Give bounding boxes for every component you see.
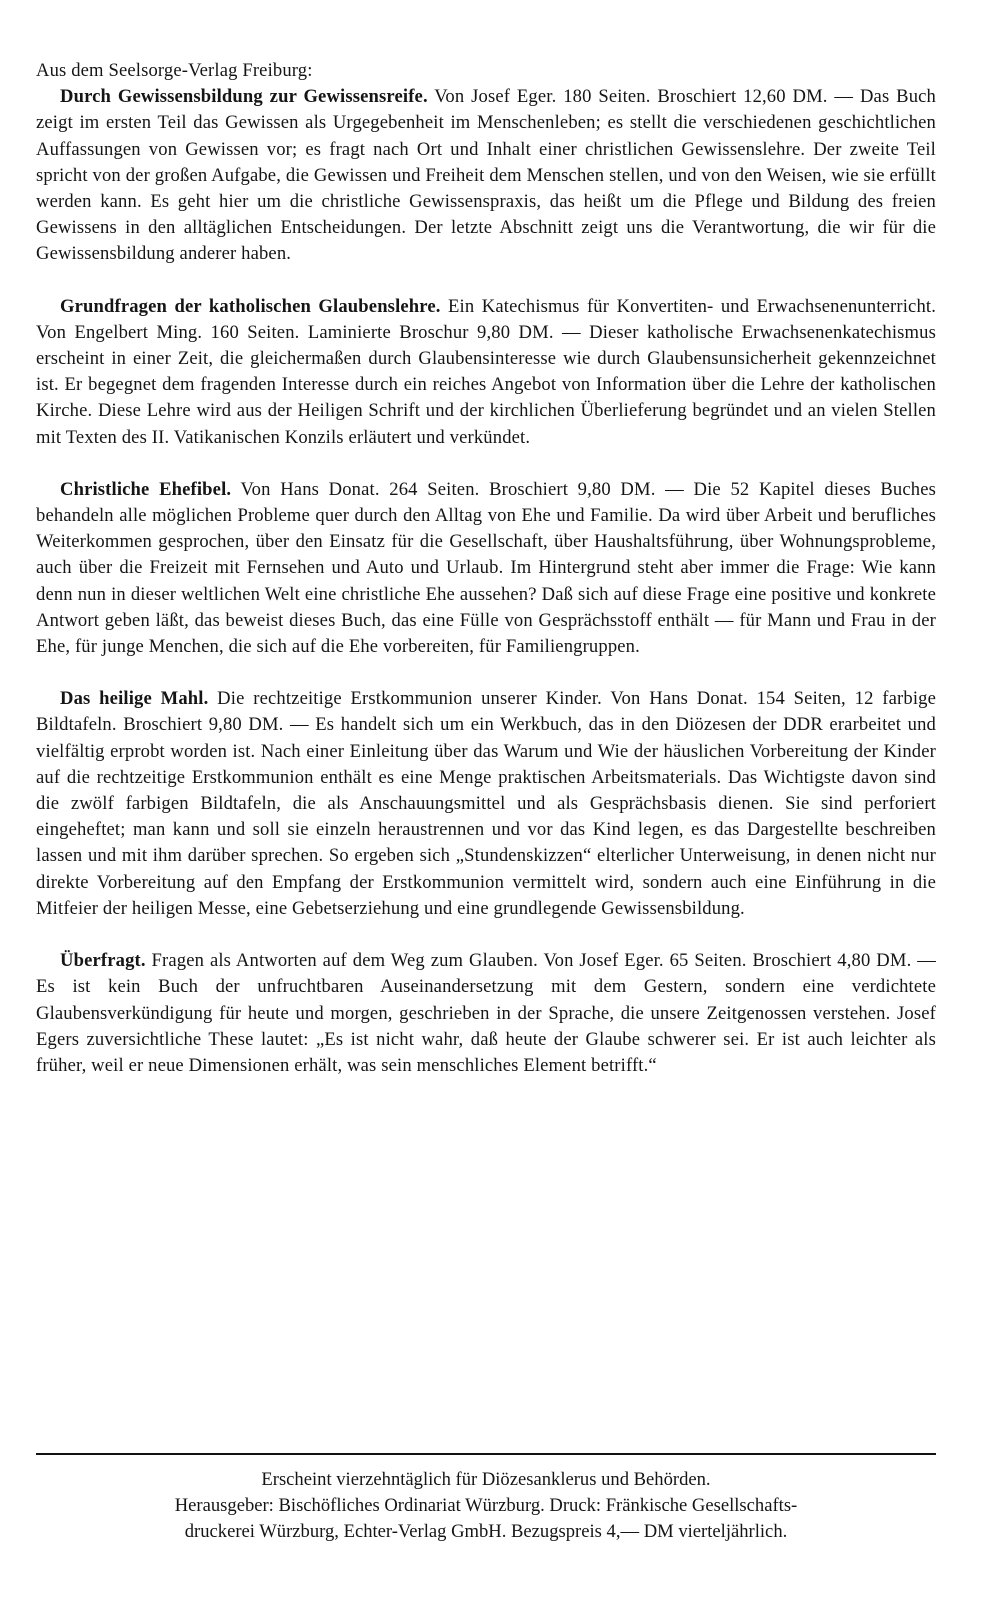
book-title: Christliche Ehefibel.: [60, 478, 232, 500]
footer-line: Herausgeber: Bischöfliches Ordinariat Würzburg. Druck: Fränkische Gesellschafts-: [174, 1495, 798, 1517]
footer-line: druckerei Würzburg, Echter-Verlag GmbH. Bezugspreis 4,— DM vierteljährlich.: [184, 1521, 788, 1543]
book-description: Von Josef Eger. 180 Seiten. Broschiert 12,60 DM. — Das Buch zeigt im ersten Teil das Gewissen als Urgegebenheit im Menschenleben; es stellt die verschiedenen geschichtlichen Auffassungen von Gewissen vor; es fragt nach Ort und Inhalt einer christlichen Gewissenslehre. Der zweite Teil spricht von der großen Aufgabe, die Gewissen und Freiheit dem Menschen stellen, und von den Weisen, wie sie erfüllt werden kann. Es geht hier um die christliche Gewissenspraxis, das heißt um die Pflege und Bildung des freien Gewissens in den alltäglichen Entscheidungen. Der letzte Abschnitt zeigt uns die Verantwortung, die wir für die Gewissensbildung anderer haben.: [36, 86, 936, 265]
publisher-intro: Aus dem Seelsorge-Verlag Freiburg:: [36, 60, 313, 81]
book-description: Ein Katechismus für Konvertiten- und Erwachsenenunterricht. Von Engelbert Ming. 160 Seiten. Laminierte Broschur 9,80 DM. — Dieser katholische Erwachsenenkatechismus erscheint in einer Zeit, die gleichermaßen durch Glaubensinteresse wie durch Glaubensunsicherheit gekennzeichnet ist. Er begegnet dem fragenden Interesse durch ein reiches Angebot von Information über die Lehre der katholischen Kirche. Diese Lehre wird aus der Heiligen Schrift und der kirchlichen Überlieferung begründet und an vielen Stellen mit Texten des II. Vatikanischen Konzils erläutert und verkündet.: [36, 295, 937, 448]
book-title: Durch Gewissensbildung zur Gewissensreife.: [60, 86, 428, 108]
book-entry: [36, 477, 936, 660]
book-description: Von Hans Donat. 264 Seiten. Broschiert 9,80 DM. — Die 52 Kapitel dieses Buches behandeln alle möglichen Probleme quer durch den Alltag von Ehe und Familie. Da wird über Arbeit und berufliches Weiterkommen gesprochen, über den Einsatz für die Gesellschaft, über Haushaltsführung, über Wohnungsprobleme, auch über die Freizeit mit Fernsehen und Auto und Urlaub. Im Hintergrund steht aber immer die Frage: Wie kann denn nun in dieser weltlichen Welt eine christliche Ehe aussehen? Daß sich auf diese Frage eine positive und konkrete Antwort geben läßt, das beweist dieses Buch, das eine Fülle von Gesprächsstoff enthält — für Mann und Frau in der Ehe, für junge Menchen, die sich auf die Ehe vorbereiten, für Familiengruppen.: [36, 478, 937, 658]
book-title: Das heilige Mahl.: [60, 688, 209, 710]
book-entry: [36, 686, 936, 922]
footer-line: Erscheint vierzehntäglich für Diözesanklerus und Behörden.: [261, 1469, 711, 1490]
book-entry: [36, 294, 936, 451]
book-entry: [36, 948, 936, 1079]
book-description: Die rechtzeitige Erstkommunion unserer Kinder. Von Hans Donat. 154 Seiten, 12 farbige Bildtafeln. Broschiert 9,80 DM. — Es handelt sich um ein Werkbuch, das in den Diözesen der DDR erarbeitet und vielfältig erprobt worden ist. Nach einer Einleitung über das Warum und Wie der häuslichen Vorbereitung der Kinder auf die rechtzeitige Erstkommunion enthält es eine Menge praktischen Arbeitsmaterials. Das Wichtigste davon sind die zwölf farbigen Bildtafeln, die als Anschauungsmittel und als Gesprächsbasis dienen. Sie sind perforiert eingeheftet; man kann und soll sie einzeln heraustrennen und vor das Kind legen, es das Dargestellte beschreiben lassen und mit ihm darüber sprechen. So ergeben sich „Stundenskizzen“ elterlicher Unterweisung, in denen nicht nur direkte Vorbereitung auf den Empfang der Erstkommunion vermittelt wird, sondern auch eine Einführung in die Mitfeier der heiligen Messe, eine Gebetserziehung und eine grundlegende Gewissensbildung.: [36, 688, 936, 919]
book-title: Grundfragen der katholischen Glaubenslehre.: [60, 295, 441, 317]
book-announcements: [36, 58, 936, 1105]
book-description: Fragen als Antworten auf dem Weg zum Glauben. Von Josef Eger. 65 Seiten. Broschiert 4,80 DM. — Es ist kein Buch der unfruchtbaren Auseinandersetzung mit dem Gestern, sondern eine verdichtete Glaubensverkündigung für heute und morgen, geschrieben in der Sprache, die unsere Zeitgenossen verstehen. Josef Egers zuversichtliche These lautet: „Es ist nicht wahr, daß heute der Glaube schwerer sei. Er ist auch leichter als früher, weil er neue Dimensionen erhält, was sein menschliches Element betrifft.“: [36, 950, 936, 1076]
book-entry: [36, 84, 936, 267]
imprint-footer: [36, 1467, 936, 1546]
book-title: Überfragt.: [60, 950, 146, 972]
footer-divider: [36, 1453, 936, 1455]
